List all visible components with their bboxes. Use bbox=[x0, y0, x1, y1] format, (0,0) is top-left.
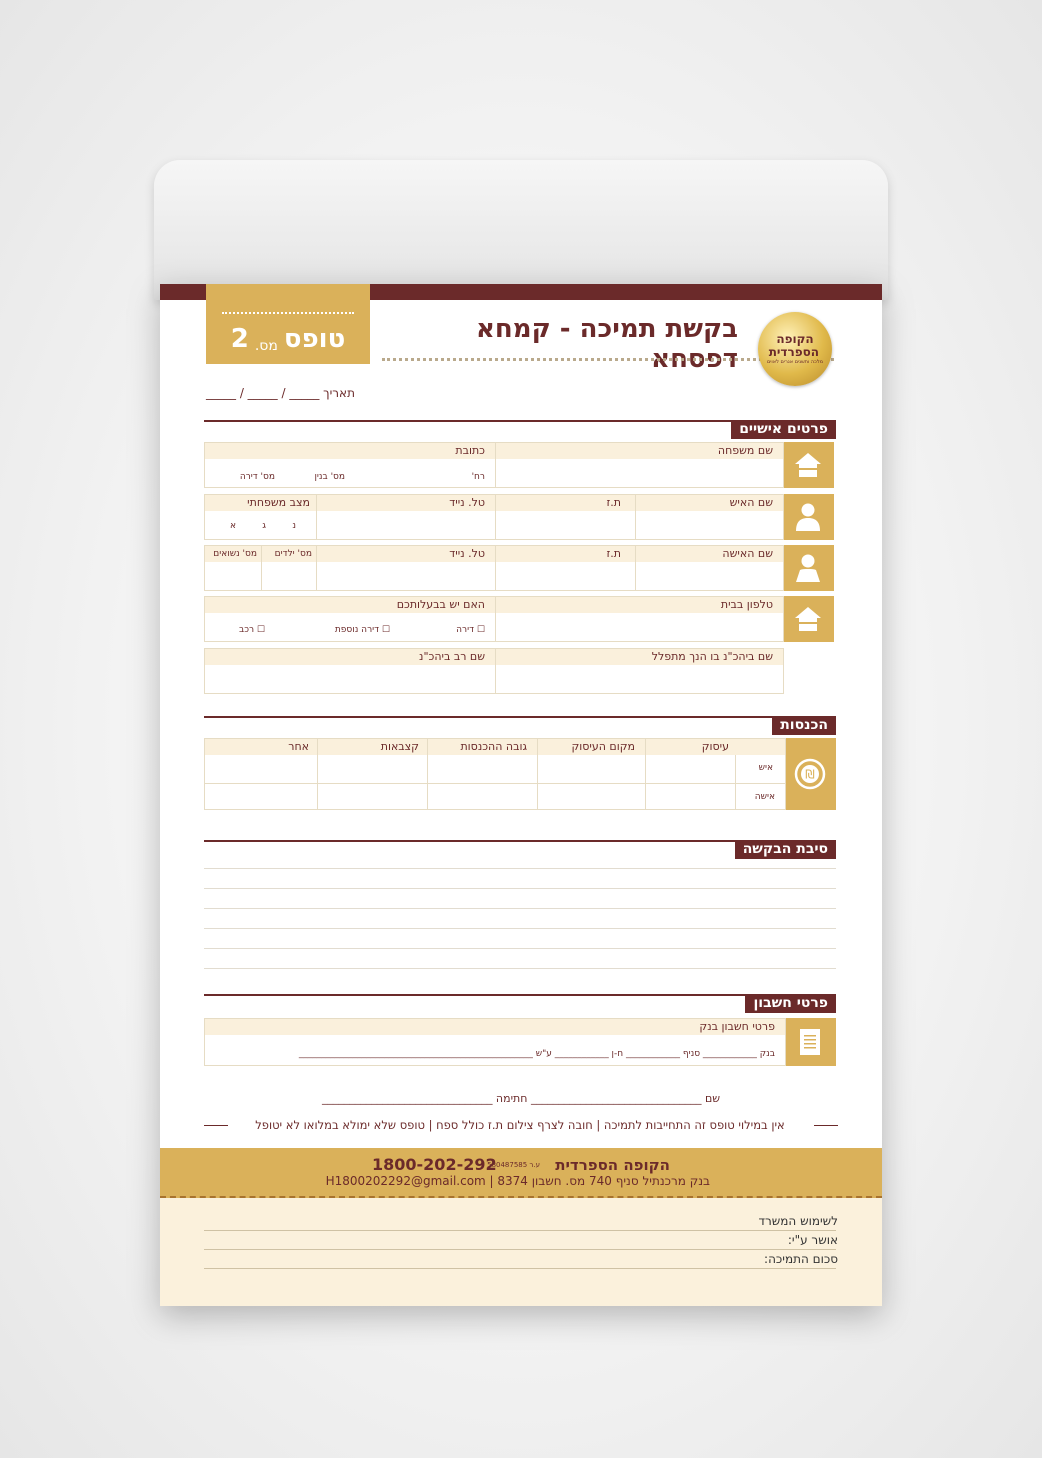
income-col-workplace: מקום העיסוק bbox=[571, 740, 635, 753]
status-a[interactable]: א bbox=[229, 521, 236, 531]
document-icon bbox=[784, 1018, 836, 1066]
income-row-woman: אישה bbox=[754, 792, 775, 802]
woman-icon bbox=[782, 545, 834, 591]
husband-mobile-label: טל. נייד bbox=[449, 496, 485, 509]
man-icon bbox=[782, 494, 834, 540]
wife-name-field[interactable] bbox=[634, 545, 784, 591]
signature-line[interactable]: שם _______________________________ חתימה _______________________________ bbox=[321, 1092, 721, 1105]
marital-status-field[interactable] bbox=[204, 494, 317, 540]
husband-id-label: ת.ז bbox=[606, 496, 621, 509]
own-car-checkbox[interactable]: ☐ רכב bbox=[239, 625, 265, 635]
badge-word: טופס bbox=[283, 324, 346, 354]
bank-account-line: בנק ____________ סניף ____________ ח-ן ____________ ע"ש ____________________________________________________ bbox=[298, 1049, 775, 1059]
home-icon bbox=[782, 442, 834, 488]
rabbi-label: שם רב ביהכ"נ bbox=[419, 650, 485, 663]
bank-account-label: פרטי חשבון בנק bbox=[699, 1020, 775, 1033]
section-personal-title: פרטים אישיים bbox=[731, 420, 836, 439]
office-approved-by: אושר ע"י: bbox=[787, 1233, 838, 1247]
note-dash-right bbox=[814, 1125, 838, 1126]
home-phone-field[interactable] bbox=[494, 596, 784, 642]
children-count-label: מס' ילדים bbox=[274, 549, 312, 559]
own-apartment-checkbox[interactable]: ☐ דירה bbox=[456, 625, 485, 635]
shekel-symbol: ₪ bbox=[805, 767, 815, 782]
footer-org-name: הקופה הספרדית bbox=[555, 1156, 670, 1174]
wife-mobile-label: טל. נייד bbox=[449, 547, 485, 560]
seal-tagline: מלכה ותשנים אנרים לאוים bbox=[766, 359, 824, 365]
income-row-man: איש bbox=[758, 763, 773, 773]
footer-bar bbox=[160, 1148, 882, 1198]
address-field[interactable] bbox=[204, 442, 496, 488]
ownership-label: האם יש בבעלותכם bbox=[396, 598, 485, 611]
badge-number: 2 bbox=[230, 324, 249, 354]
badge-mas: מס. bbox=[254, 338, 278, 354]
office-use-section bbox=[160, 1198, 882, 1306]
address-label: כתובת bbox=[455, 444, 485, 457]
footer-bank-email: בנק מרכנתיל סניף 740 מס. חשבון 8374 | H1800202292@gmail.com bbox=[325, 1174, 710, 1188]
footer-phone: 1800-202-292 bbox=[372, 1155, 497, 1174]
date-field[interactable]: תאריך _____ / _____ / _____ bbox=[206, 386, 355, 400]
husband-id-field[interactable] bbox=[494, 494, 636, 540]
children-count-field[interactable] bbox=[260, 545, 317, 591]
income-table bbox=[204, 738, 786, 810]
form-number-badge bbox=[206, 284, 370, 364]
apt-no-label: מס' דירה bbox=[239, 472, 275, 482]
ownership-field[interactable] bbox=[204, 596, 496, 642]
married-count-field[interactable] bbox=[204, 545, 262, 591]
income-col-other: אחר bbox=[288, 740, 309, 753]
building-no-label: מס' בנין bbox=[314, 472, 345, 482]
home-phone-label: טלפון בבית bbox=[720, 598, 773, 611]
synagogue-label: שם ביהכ"נ בו הנך מתפלל bbox=[651, 650, 773, 663]
disclaimer-note: אין במילוי טופס זה התחייבות לתמיכה | חובה לצרף צילום ת.ז כולל ספח | טופס שלא ימולא במלואו לא יטופל bbox=[255, 1118, 785, 1132]
wife-id-label: ת.ז bbox=[606, 547, 621, 560]
married-count-label: מס' נשואים bbox=[213, 549, 257, 559]
family-name-label: שם משפחה bbox=[717, 444, 773, 457]
status-n[interactable]: נ bbox=[292, 521, 296, 531]
form-title: בקשת תמיכה - קמחא דפסחא bbox=[476, 314, 738, 374]
office-support-amount: סכום התמיכה: bbox=[764, 1252, 838, 1266]
shekel-coin-icon bbox=[784, 738, 836, 810]
badge-dots bbox=[222, 312, 354, 314]
footer-registration: ע.ר 580487585 bbox=[487, 1161, 540, 1169]
wife-id-field[interactable] bbox=[494, 545, 636, 591]
income-col-occupation: עיסוק bbox=[701, 740, 729, 753]
wife-name-label: שם האישה bbox=[722, 547, 773, 560]
office-title: לשימוש המשרד bbox=[758, 1214, 838, 1228]
street-label: רח' bbox=[471, 472, 485, 482]
family-name-field[interactable] bbox=[494, 442, 784, 488]
income-col-allowances: קצבאות bbox=[380, 740, 419, 753]
husband-name-field[interactable] bbox=[634, 494, 784, 540]
section-account-title: פרטי חשבון bbox=[745, 994, 836, 1013]
husband-name-label: שם האיש bbox=[729, 496, 773, 509]
section-rule bbox=[204, 716, 836, 718]
status-g[interactable]: ג bbox=[262, 521, 266, 531]
wife-mobile-field[interactable] bbox=[315, 545, 496, 591]
own-extra-apartment-checkbox[interactable]: ☐ דירה נוספת bbox=[334, 625, 390, 635]
form-sheet bbox=[160, 284, 882, 1306]
bank-account-field[interactable] bbox=[204, 1018, 786, 1066]
section-rule bbox=[204, 994, 836, 996]
rabbi-field[interactable] bbox=[204, 648, 496, 694]
pad-binding-roll bbox=[154, 160, 888, 300]
income-col-amount: גובה ההכנסות bbox=[460, 740, 527, 753]
husband-mobile-field[interactable] bbox=[315, 494, 496, 540]
home-icon bbox=[782, 596, 834, 642]
synagogue-field[interactable] bbox=[494, 648, 784, 694]
seal-name: הקופה הספרדית bbox=[768, 332, 819, 359]
section-income-title: הכנסות bbox=[772, 716, 836, 735]
marital-status-label: מצב משפחתי bbox=[247, 496, 310, 509]
logo-seal bbox=[758, 312, 832, 386]
section-reason-title: סיבת הבקשה bbox=[735, 840, 836, 859]
